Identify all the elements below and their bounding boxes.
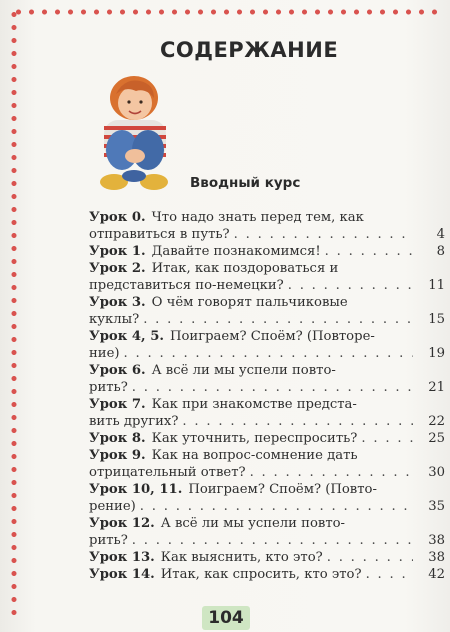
- page-number-badge: 104: [202, 606, 250, 630]
- lesson-number: Урок 1.: [89, 244, 146, 259]
- toc-page-number: 22: [428, 414, 445, 429]
- dot-leader: [234, 226, 413, 243]
- dot-leader: [288, 277, 413, 294]
- toc-entry-line: [89, 464, 445, 481]
- page-title: СОДЕРЖАНИЕ: [160, 38, 339, 62]
- toc-entry[interactable]: [89, 209, 445, 243]
- lesson-number: Урок 14.: [89, 567, 155, 582]
- lesson-title: О чём говорят пальчиковые: [151, 295, 348, 310]
- toc-entry-line: [89, 447, 445, 464]
- lesson-title: рить?: [89, 533, 128, 548]
- toc-page-number: 19: [428, 346, 445, 361]
- lesson-number: Урок 6.: [89, 363, 146, 378]
- toc-entry[interactable]: [89, 396, 445, 430]
- toc-entry-line: [89, 481, 445, 498]
- lesson-title: Поиграем? Споём? (Повторе-: [169, 329, 375, 344]
- toc-entry[interactable]: [89, 515, 445, 549]
- toc-entry[interactable]: [89, 447, 445, 481]
- toc-entry[interactable]: [89, 430, 445, 447]
- toc-entry-line: [89, 209, 445, 226]
- lesson-title: Что надо знать перед тем, как: [151, 210, 364, 225]
- toc-page-number: 8: [436, 244, 445, 259]
- lesson-number: Урок 0.: [89, 210, 146, 225]
- dot-leader: [132, 532, 413, 549]
- toc-entry-line: [89, 328, 445, 345]
- toc-entry[interactable]: [89, 260, 445, 294]
- toc-entry-line: [89, 396, 445, 413]
- toc-entry-line: [89, 515, 445, 532]
- dot-leader: [361, 430, 413, 447]
- toc-entry-line: [89, 311, 445, 328]
- dot-leader: [140, 498, 413, 515]
- toc-entry-line: [89, 566, 445, 583]
- lesson-title: рить?: [89, 380, 128, 395]
- toc-entry-line: [89, 243, 445, 260]
- lesson-title: представиться по-немецки?: [89, 278, 284, 293]
- toc-entry-line: [89, 379, 445, 396]
- lesson-number: Урок 9.: [89, 448, 146, 463]
- lesson-title: Как на вопрос-сомнение дать: [151, 448, 358, 463]
- toc-entry-line: [89, 549, 445, 566]
- toc-page-number: 21: [428, 380, 445, 395]
- lesson-title: отправиться в путь?: [89, 227, 230, 242]
- lesson-number: Урок 2.: [89, 261, 146, 276]
- toc-entry-line: [89, 277, 445, 294]
- toc-entry-line: [89, 362, 445, 379]
- lesson-title: рение): [89, 499, 136, 514]
- lesson-number: Урок 4, 5.: [89, 329, 164, 344]
- dot-leader: [325, 243, 413, 260]
- toc-entry-line: [89, 345, 445, 362]
- dot-leader: [250, 464, 413, 481]
- lesson-number: Урок 10, 11.: [89, 482, 183, 497]
- toc-page-number: 4: [436, 227, 445, 242]
- lesson-title: Как выяснить, кто это?: [160, 550, 323, 565]
- dot-leader: [132, 379, 413, 396]
- lesson-title: А всё ли мы успели повто-: [151, 363, 336, 378]
- dotted-border-top: [12, 8, 442, 16]
- dot-leader: [327, 549, 413, 566]
- toc-entry-line: [89, 260, 445, 277]
- dotted-border-left: [10, 8, 18, 618]
- lesson-title: куклы?: [89, 312, 140, 327]
- toc-page-number: 35: [428, 499, 445, 514]
- lesson-title: отрицательный ответ?: [89, 465, 246, 480]
- lesson-title: Как при знакомстве предста-: [151, 397, 357, 412]
- dot-leader: [143, 311, 413, 328]
- toc-entry[interactable]: [89, 549, 445, 566]
- toc-page-number: 15: [428, 312, 445, 327]
- toc-entry[interactable]: [89, 481, 445, 515]
- toc-entry[interactable]: [89, 566, 445, 583]
- table-of-contents: [89, 209, 445, 583]
- toc-page-number: 25: [428, 431, 445, 446]
- boy-illustration-icon: [90, 72, 180, 197]
- toc-entry[interactable]: [89, 362, 445, 396]
- toc-page-number: 38: [428, 533, 445, 548]
- lesson-number: Урок 7.: [89, 397, 146, 412]
- toc-entry[interactable]: [89, 328, 445, 362]
- lesson-title: Как уточнить, переспросить?: [151, 431, 358, 446]
- toc-entry-line: [89, 413, 445, 430]
- lesson-title: ние): [89, 346, 120, 361]
- lesson-number: Урок 3.: [89, 295, 146, 310]
- lesson-number: Урок 12.: [89, 516, 155, 531]
- lesson-number: Урок 8.: [89, 431, 146, 446]
- lesson-title: Давайте познакомимся!: [151, 244, 321, 259]
- toc-entry-line: [89, 430, 445, 447]
- dot-leader: [366, 566, 413, 583]
- toc-entry[interactable]: [89, 243, 445, 260]
- lesson-title: А всё ли мы успели повто-: [160, 516, 346, 531]
- toc-page-number: 11: [428, 278, 445, 293]
- section-heading: Вводный курс: [190, 175, 301, 191]
- lesson-title: Итак, как спросить, кто это?: [160, 567, 362, 582]
- toc-page-number: 30: [428, 465, 445, 480]
- toc-page-number: 42: [428, 567, 445, 582]
- lesson-title: вить других?: [89, 414, 179, 429]
- lesson-title: Итак, как поздороваться и: [151, 261, 339, 276]
- toc-entry-line: [89, 532, 445, 549]
- toc-entry[interactable]: [89, 294, 445, 328]
- dot-leader: [124, 345, 413, 362]
- toc-entry-line: [89, 226, 445, 243]
- toc-entry-line: [89, 498, 445, 515]
- toc-page-number: 38: [428, 550, 445, 565]
- lesson-number: Урок 13.: [89, 550, 155, 565]
- toc-entry-line: [89, 294, 445, 311]
- lesson-title: Поиграем? Споём? (Повто-: [188, 482, 377, 497]
- dot-leader: [182, 413, 413, 430]
